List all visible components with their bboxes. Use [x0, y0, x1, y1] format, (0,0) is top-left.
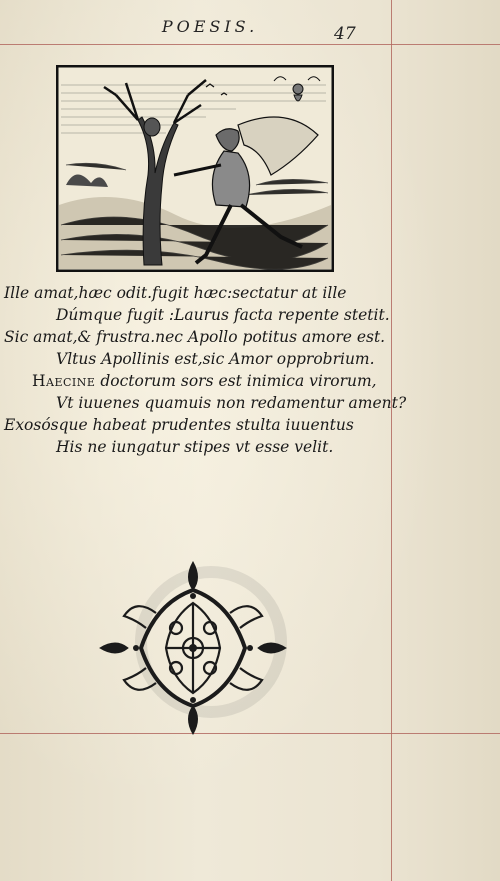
verse-line: Vltus Apollinis est,sic Amor opprobrium.: [56, 350, 375, 368]
verse-line: Dúmque fugit :Laurus facta repente stetit.: [56, 306, 390, 324]
verse-line: Exosósque habeat prudentes stulta iuuentus: [4, 416, 354, 434]
printers-ornament: [96, 558, 290, 738]
verse-line: Ille amat,hæc odit.fugit hæc:sectatur at ille: [4, 284, 347, 302]
page-number: 47: [334, 24, 356, 44]
running-title: POESIS.: [161, 17, 259, 36]
woodcut-illustration: [56, 65, 334, 272]
verse-line: Vt iuuenes quamuis non redamentur ament?: [56, 394, 407, 412]
verse-line-with-capitals: [32, 370, 377, 392]
verse-line-rest: doctorum sors est inimica virorum,: [100, 372, 377, 390]
verse-line: Sic amat,& frustra.nec Apollo potitus amore est.: [4, 328, 386, 346]
ruled-line-top: [0, 44, 500, 45]
small-caps-word: Haecine: [32, 372, 96, 390]
verse-line: His ne iungatur stipes vt esse velit.: [56, 438, 334, 456]
ruled-line-vertical: [391, 0, 392, 881]
